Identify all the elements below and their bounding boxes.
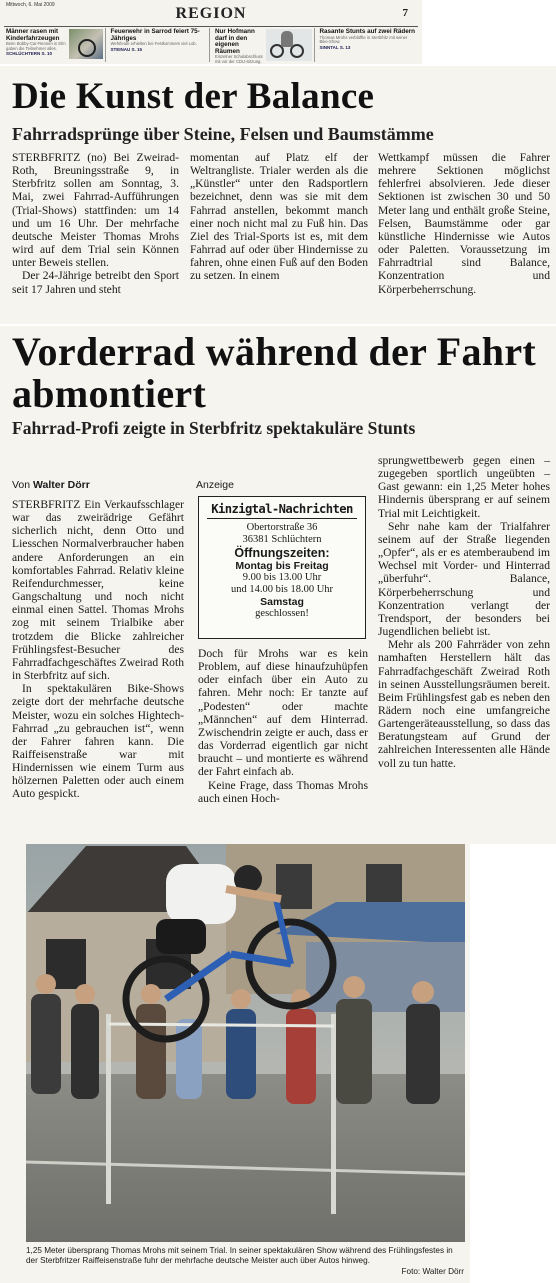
paragraph: Doch für Mrohs war es kein Problem, auf diese hinaufzuhüpfen oder einfach über ein Auto zu fahren. Mehr noch: Er tanzte auf „Podesten“ oder machte „Männchen“ auf dem Hinterrad. Zwischendrin zeigte er auch, dass er das Vorderrad eigentlich gar nicht braucht – und montierte es während der Fahrt einfach ab. [198,647,368,779]
article-column-1 [12,151,179,296]
paragraph: Mehr als 200 Fahrräder von zehn namhaften Herstellern hält das Fahrradfachgeschäft Zweirad Roth in seinen Ausstellungsräumen bereit. Beim Frühlingsfest gab es neben den Rädern noch eine umfangreiche Gartengeräteausstellung, so dass das Beratungsteam auf Grund der zahlreichen Interessenten alle Hände voll zu tun hatte. [378,638,550,770]
photo-section [0,844,470,1283]
ad-street: Obertorstraße 36 [246,522,318,533]
byline-author: Walter Dörr [33,479,90,491]
ad-hours-2: und 14.00 bis 18.00 Uhr [230,584,334,595]
teaser-body: Wehrleute erhielten bei Festkommers viel Lob. [110,41,197,47]
issue-date: Mittwoch, 6. Mai 2009 [6,2,55,8]
photo-illustration [26,844,465,1242]
paragraph: momentan auf Platz elf der Weltrangliste. Trialer werden als die „Künstler“ unter den Radsportlern bezeichnet, denn was sie mit dem Fahrrad anstellen, bekommt manch einer noch nicht mal zu Fuß hin. Das Ziel des Trial-Sports ist es, mit dem Fahrrad auf oder über Hindernisse zu fahren, ohne einen Fuß auf den Boden zu setzen. In einem [190,151,368,283]
advertisement-box [198,496,366,639]
article-column-2 [190,151,368,283]
section-title: REGION [175,5,247,22]
ad-closed: geschlossen! [255,608,309,619]
paragraph: Wettkampf müssen die Fahrer mehrere Sektionen möglichst fehlerfrei absolvieren. Jede dieser Sektionen ist zwischen 30 und 50 Meter lang und enthält große Steine, Felsen, Baumstämme oder gar künstliche Hindernisse wie Autos oder Paletten. Voraussetzung im Fahrradtrial sind Balance, Konzentration und Körperbeherrschung. [378,151,550,296]
teaser-3 [213,28,315,62]
ad-saturday: Samstag [260,596,304,608]
article-column-2 [198,647,368,805]
ad-divider [207,518,357,519]
article-subheadline: Fahrrad-Profi zeigte in Sterbfritz spektakuläre Stunts [12,418,416,438]
article-column-3 [378,454,550,770]
byline-prefix: Von [12,479,31,491]
teaser-body: Thomas Mrohs verblüffte in Sterbfritz mit seiner Bike-Show. [319,34,408,45]
ad-hours-title: Öffnungszeiten: [234,546,330,560]
teaser-2 [109,28,211,62]
page-number: 7 [402,7,408,19]
teaser-1 [4,28,106,62]
paragraph: In spektakulären Bike-Shows zeigte dort der mehrfache deutsche Meister, wozu ein solches Hightech-Fahrrad „zu gebrauchen ist“, wenn der Fahrer fahren kann. Die Raiffeisenstraße war mit Hindernissen wie einem Turm aus hölzernen Paletten oder auch einem Auto gespickt. [12,682,184,801]
article-headline: Die Kunst der Balance [12,76,375,117]
header-divider [4,26,418,27]
teaser-row [4,28,418,62]
paragraph: Keine Frage, dass Thomas Mrohs auch einen Hoch- [198,778,368,805]
article-balance [0,66,556,324]
paragraph: Sehr nahe kam der Trialfahrer seinem auf der Straße liegenden „Opfer“, als er es atemberaubend im Wechsel mit Vorder- und Hinterrad „überfuhr“. Balance, Körperbeherrschung und Konzentration verlangt der Trendsport, der besonders bei Jugendlichen beliebt ist. [378,519,550,639]
article-column-3 [378,151,550,296]
cyclist-thumbnail [266,29,312,61]
photo-credit: Foto: Walter Dörr [401,1267,464,1276]
article-vorderrad [0,326,556,844]
article-subheadline: Fahrradsprünge über Steine, Felsen und Baumstämme [12,124,434,144]
paragraph: Der 24-Jährige betreibt den Sport seit 17 Jahren und steht [12,269,179,296]
photo-caption: 1,25 Meter übersprang Thomas Mrohs mit seinem Trial. In seiner spektakulären Show während des Frühlingsfestes in der Sterbfritzer Raiffeisenstraße fuhr der mehrfache deutsche Meister auch über Autos hinweg. [26,1246,453,1265]
paragraph: STERBFRITZ Ein Verkaufsschlager war das zweirädrige Gefährt sicherlich nicht, denn Otto und Liesschen Normalverbraucher haben andere Anforderungen an ein komfortables Fahrrad. Relativ kleine Reifendurchmesser, keine Gangschaltung und noch nicht einmal einen Sattel. Thomas Mrohs zog mit seinem Trialbike aber trotzdem die Blicke zahlreicher Frühlingsfest-Besucher des Fahrradfachgeschäftes Zweirad Roth in Sterbfritz auf sich. [12,498,184,683]
ad-city: 36381 Schlüchtern [242,534,322,545]
region-header-strip [0,0,422,64]
teaser-body: Einzelner Schulabschluss mit vor der CDU-Sitzung. [215,54,263,64]
article-headline: Vorderrad während der Fahrt abmontiert [12,329,537,416]
byline [12,479,90,491]
teaser-photo [69,29,103,59]
teaser-page: SINNTAL S. 13 [319,44,351,50]
teaser-page: SCHLÜCHTERN S. 10 [6,51,53,57]
teaser-title: Nur Hofmann darf in den eigenen Räumen [215,28,255,55]
teaser-title: Feuerwehr in Sarrod feiert 75-Jähriges [110,28,200,42]
article-column-1 [12,498,184,801]
paragraph: STERBFRITZ (no) Bei Zweirad-Roth, Breuningsstraße 9, in Sterbfritz sollen am Sonntag, 3. Mai, zwei Fahrrad-Aufführungen (Trial-Shows) stattfinden: um 14 und um 16 Uhr. Der mehrfache deutsche Meister Thomas Mrohs wird auf dem Trial sein Können unter Beweis stellen. [12,151,179,270]
teaser-title: Rasante Stunts auf zwei Rädern [319,28,416,35]
teaser-body: Beim Bobby-Car-Rennen in Elm gaben die Teilnehmer alles. [6,41,66,51]
ad-company-name: Kinzigtal-Nachrichten [211,502,353,516]
ad-hours-1: 9.00 bis 13.00 Uhr [242,572,322,583]
trial-stunt-photo [26,844,465,1242]
teaser-title: Männer rasen mit Kinderfahrzeugen [6,28,60,42]
teaser-4 [318,28,419,62]
ad-label: Anzeige [196,479,234,491]
ad-days: Montag bis Freitag [235,560,329,572]
paragraph: sprungwettbewerb gegen einen – zugegeben sportlich ungeübten – Gast gewann: ein 1,25 Meter hohes Hindernis übersprang er auf seinem Trial mit Leichtigkeit. [378,454,550,520]
teaser-page: STEINAU S. 15 [110,46,143,52]
